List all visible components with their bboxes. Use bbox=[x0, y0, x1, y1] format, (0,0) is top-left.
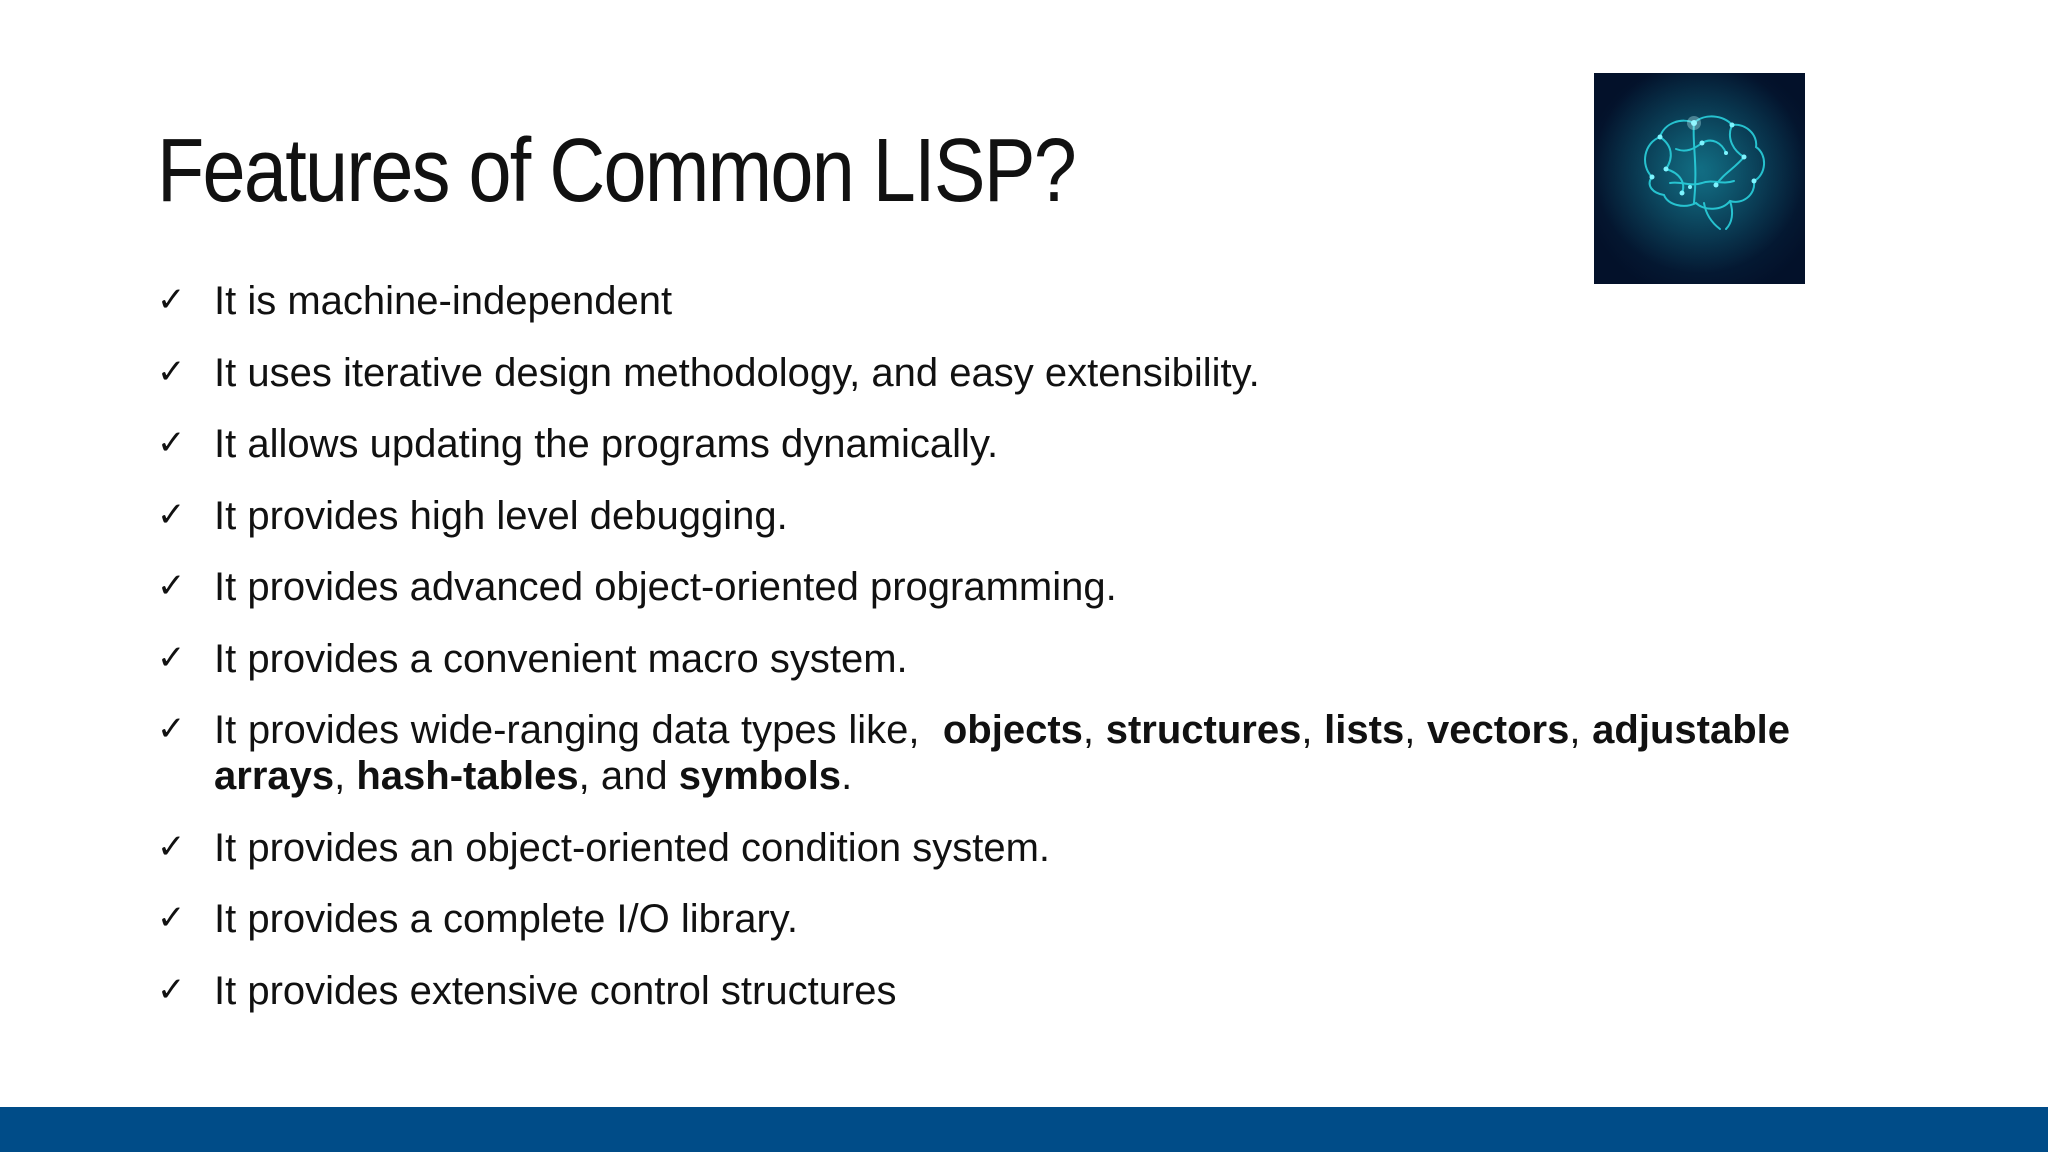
checkmark-icon: ✓ bbox=[157, 898, 186, 938]
checkmark-icon: ✓ bbox=[157, 280, 186, 320]
feature-list bbox=[157, 278, 1790, 1039]
list-item bbox=[157, 968, 1790, 1014]
data-type-term: adjustable arrays bbox=[214, 708, 1790, 798]
conjunction-text: and bbox=[600, 754, 668, 798]
checkmark-icon: ✓ bbox=[157, 351, 186, 392]
checkmark-icon: ✓ bbox=[157, 709, 186, 749]
checkmark-icon: ✓ bbox=[157, 423, 186, 463]
list-item bbox=[157, 825, 1790, 871]
brain-image bbox=[1594, 73, 1805, 284]
list-item bbox=[157, 421, 1790, 467]
bullet-text: It provides a convenient macro system. bbox=[214, 636, 908, 681]
data-type-term: vectors bbox=[1427, 708, 1570, 752]
list-item bbox=[157, 896, 1790, 942]
data-type-term: lists bbox=[1324, 708, 1405, 752]
bullet-text: It provides an object-oriented condition system. bbox=[214, 825, 1050, 870]
bullet-text: It provides a complete I/O library. bbox=[214, 897, 798, 941]
checkmark-icon: ✓ bbox=[157, 566, 186, 606]
checkmark-icon: ✓ bbox=[157, 637, 186, 678]
list-item bbox=[157, 350, 1790, 396]
bullet-text: It provides advanced object-oriented programming. bbox=[214, 565, 1117, 609]
list-item bbox=[157, 636, 1790, 682]
bullet-text: It allows updating the programs dynamically. bbox=[214, 422, 999, 466]
data-type-term: symbols bbox=[678, 754, 842, 798]
data-types-intro: It provides wide-ranging data types like, bbox=[214, 708, 920, 752]
data-type-term: hash-tables bbox=[356, 754, 579, 798]
glowing-brain-icon bbox=[1594, 73, 1805, 284]
list-item bbox=[157, 493, 1790, 539]
bullet-text: It provides extensive control structures bbox=[214, 968, 897, 1013]
checkmark-icon: ✓ bbox=[157, 494, 186, 535]
bullet-text: It is machine-independent bbox=[214, 279, 673, 323]
footer-bar bbox=[0, 1107, 2048, 1152]
bullet-text: It uses iterative design methodology, and easy extensibility. bbox=[214, 350, 1260, 395]
checkmark-icon: ✓ bbox=[157, 969, 186, 1010]
slide-title: Features of Common LISP? bbox=[157, 121, 1076, 221]
data-type-term: structures bbox=[1105, 708, 1302, 752]
data-type-term: objects bbox=[942, 708, 1083, 752]
list-item bbox=[157, 707, 1790, 799]
bullet-text: It provides wide-ranging data types like, objects, structures, lists, vectors, adjustable arrays, hash-tables, and symbols. bbox=[214, 708, 1790, 798]
bullet-text: It provides high level debugging. bbox=[214, 493, 788, 538]
list-item bbox=[157, 564, 1790, 610]
checkmark-icon: ✓ bbox=[157, 826, 186, 867]
list-item bbox=[157, 278, 1790, 324]
